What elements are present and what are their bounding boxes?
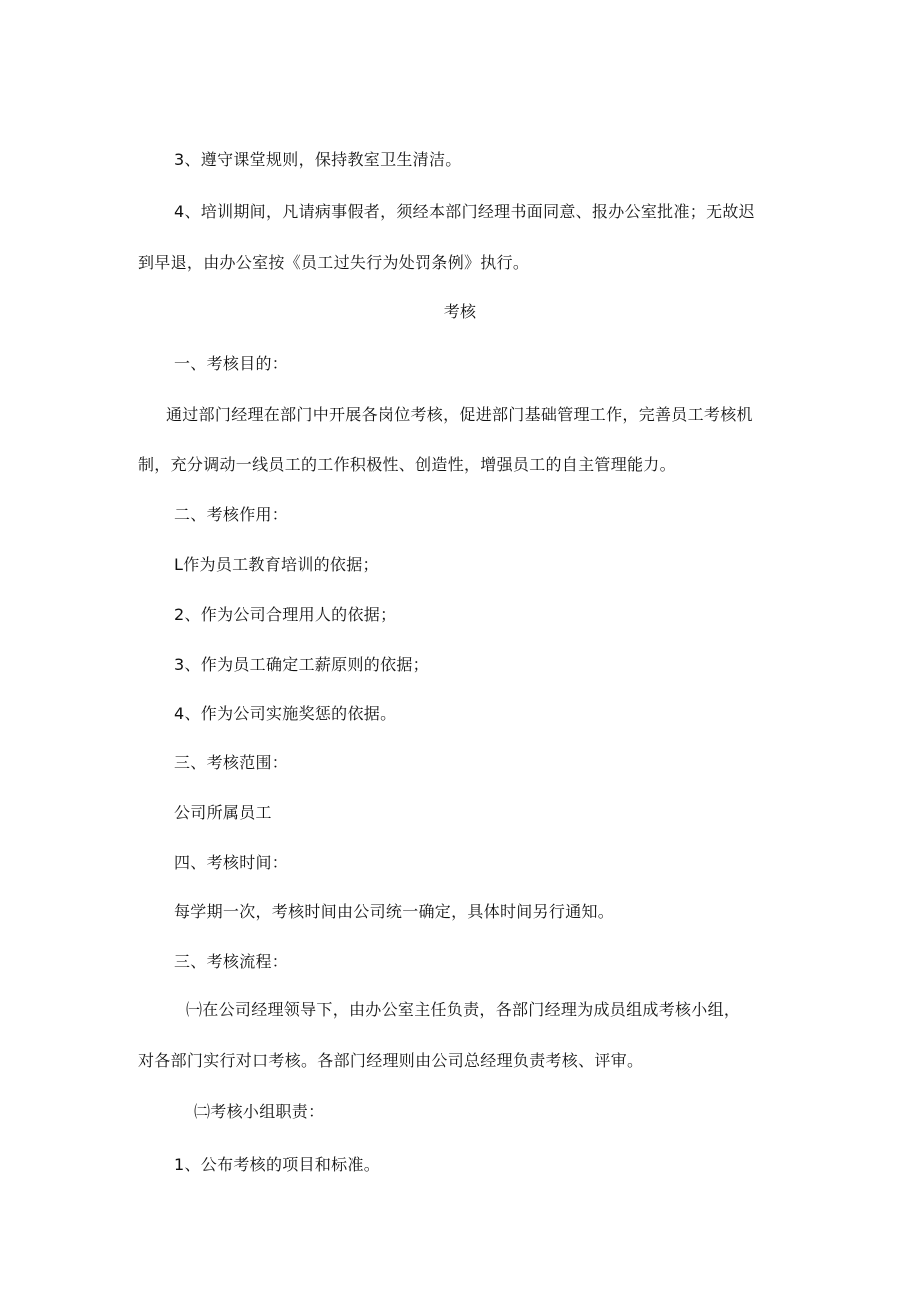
heading-time: 四、考核时间： xyxy=(174,853,289,872)
section-title: 考核 xyxy=(443,302,477,321)
role-item-4: 4、作为公司实施奖惩的依据。 xyxy=(174,704,397,723)
role-item-1: L作为员工教育培训的依据； xyxy=(174,555,379,574)
heading-purpose: 一、考核目的： xyxy=(174,354,289,373)
list-item-4-line2: 到早退，由办公室按《员工过失行为处罚条例》执行。 xyxy=(138,253,530,272)
duty-item-1: 1、公布考核的项目和标准。 xyxy=(174,1155,381,1174)
subheading-group-duties: ㈡考核小组职责： xyxy=(194,1102,325,1121)
time-text: 每学期一次，考核时间由公司统一确定，具体时间另行通知。 xyxy=(174,902,615,921)
purpose-paragraph-line1: 通过部门经理在部门中开展各岗位考核，促进部门基础管理工作，完善员工考核机 xyxy=(166,405,753,424)
purpose-paragraph-line2: 制，充分调动一线员工的工作积极性、创造性，增强员工的自主管理能力。 xyxy=(138,455,676,474)
list-item-3: 3、遵守课堂规则，保持教室卫生清洁。 xyxy=(174,150,462,169)
process-paragraph-line1: ㈠在公司经理领导下，由办公室主任负责，各部门经理为成员组成考核小组， xyxy=(186,1000,741,1019)
role-item-3: 3、作为员工确定工薪原则的依据； xyxy=(174,655,429,674)
list-item-4-line1: 4、培训期间，凡请病事假者，须经本部门经理书面同意、报办公室批准；无故迟 xyxy=(174,202,755,221)
scope-text: 公司所属员工 xyxy=(174,803,272,822)
process-paragraph-line2: 对各部门实行对口考核。各部门经理则由公司总经理负责考核、评审。 xyxy=(138,1051,644,1070)
heading-process: 三、考核流程： xyxy=(174,952,289,971)
role-item-2: 2、作为公司合理用人的依据； xyxy=(174,605,397,624)
heading-role: 二、考核作用： xyxy=(174,505,289,524)
heading-scope: 三、考核范围： xyxy=(174,753,289,772)
